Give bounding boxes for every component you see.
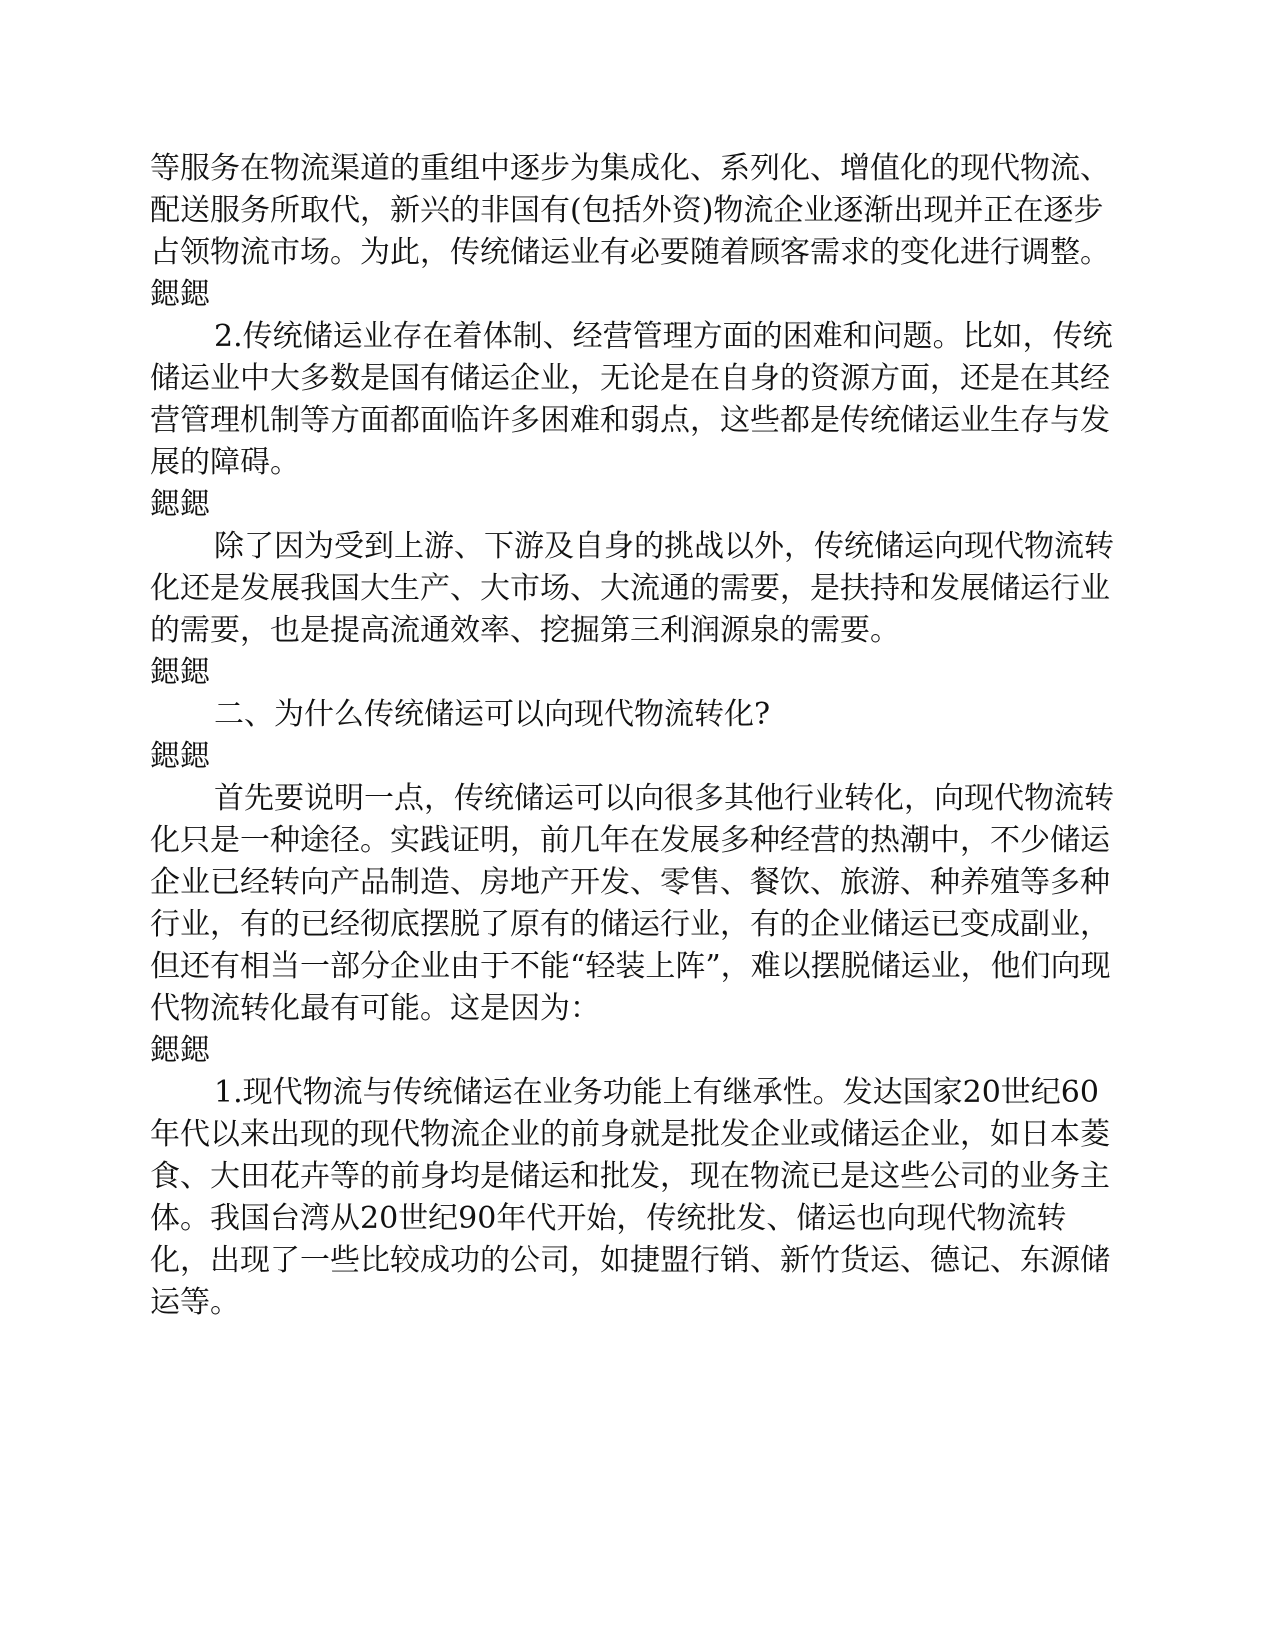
paragraph-3: 除了因为受到上游、下游及自身的挑战以外，传统储运向现代物流转化还是发展我国大生产、大市场、大流通的需要，是扶持和发展储运行业的需要，也是提高流通效率、挖掘第三利润源泉的需要。	[150, 529, 1114, 648]
document-body	[150, 148, 1125, 1324]
separator-2: 鍶鍶	[150, 487, 210, 522]
paragraph-1: 等服务在物流渠道的重组中逐步为集成化、系列化、增值化的现代物流、配送服务所取代，新兴的非国有(包括外资)物流企业逐渐出现并正在逐步占领物流市场。为此，传统储运业有必要随着顾客需求的变化进行调整。	[150, 151, 1110, 270]
paragraph-5: 1.现代物流与传统储运在业务功能上有继承性。发达国家20世纪60年代以来出现的现代物流企业的前身就是批发企业或储运企业，如日本菱食、大田花卉等的前身均是储运和批发，现在物流已是这些公司的业务主体。我国台湾从20世纪90年代开始，传统批发、储运也向现代物流转化，出现了一些比较成功的公司，如捷盟行销、新竹货运、德记、东源储运等。	[150, 1075, 1110, 1320]
paragraph-2: 2.传统储运业存在着体制、经营管理方面的困难和问题。比如，传统储运业中大多数是国有储运企业，无论是在自身的资源方面，还是在其经营管理机制等方面都面临许多困难和弱点，这些都是传统储运业生存与发展的障碍。	[150, 319, 1113, 480]
section-heading: 二、为什么传统储运可以向现代物流转化?	[214, 697, 771, 732]
paragraph-4: 首先要说明一点，传统储运可以向很多其他行业转化，向现代物流转化只是一种途径。实践证明，前几年在发展多种经营的热潮中，不少储运企业已经转向产品制造、房地产开发、零售、餐饮、旅游、种养殖等多种行业，有的已经彻底摆脱了原有的储运行业，有的企业储运已变成副业，但还有相当一部分企业由于不能“轻装上阵”，难以摆脱储运业，他们向现代物流转化最有可能。这是因为：	[150, 781, 1114, 1026]
separator-4: 鍶鍶	[150, 739, 210, 774]
separator-1: 鍶鍶	[150, 277, 210, 312]
separator-3: 鍶鍶	[150, 655, 210, 690]
separator-5: 鍶鍶	[150, 1033, 210, 1068]
